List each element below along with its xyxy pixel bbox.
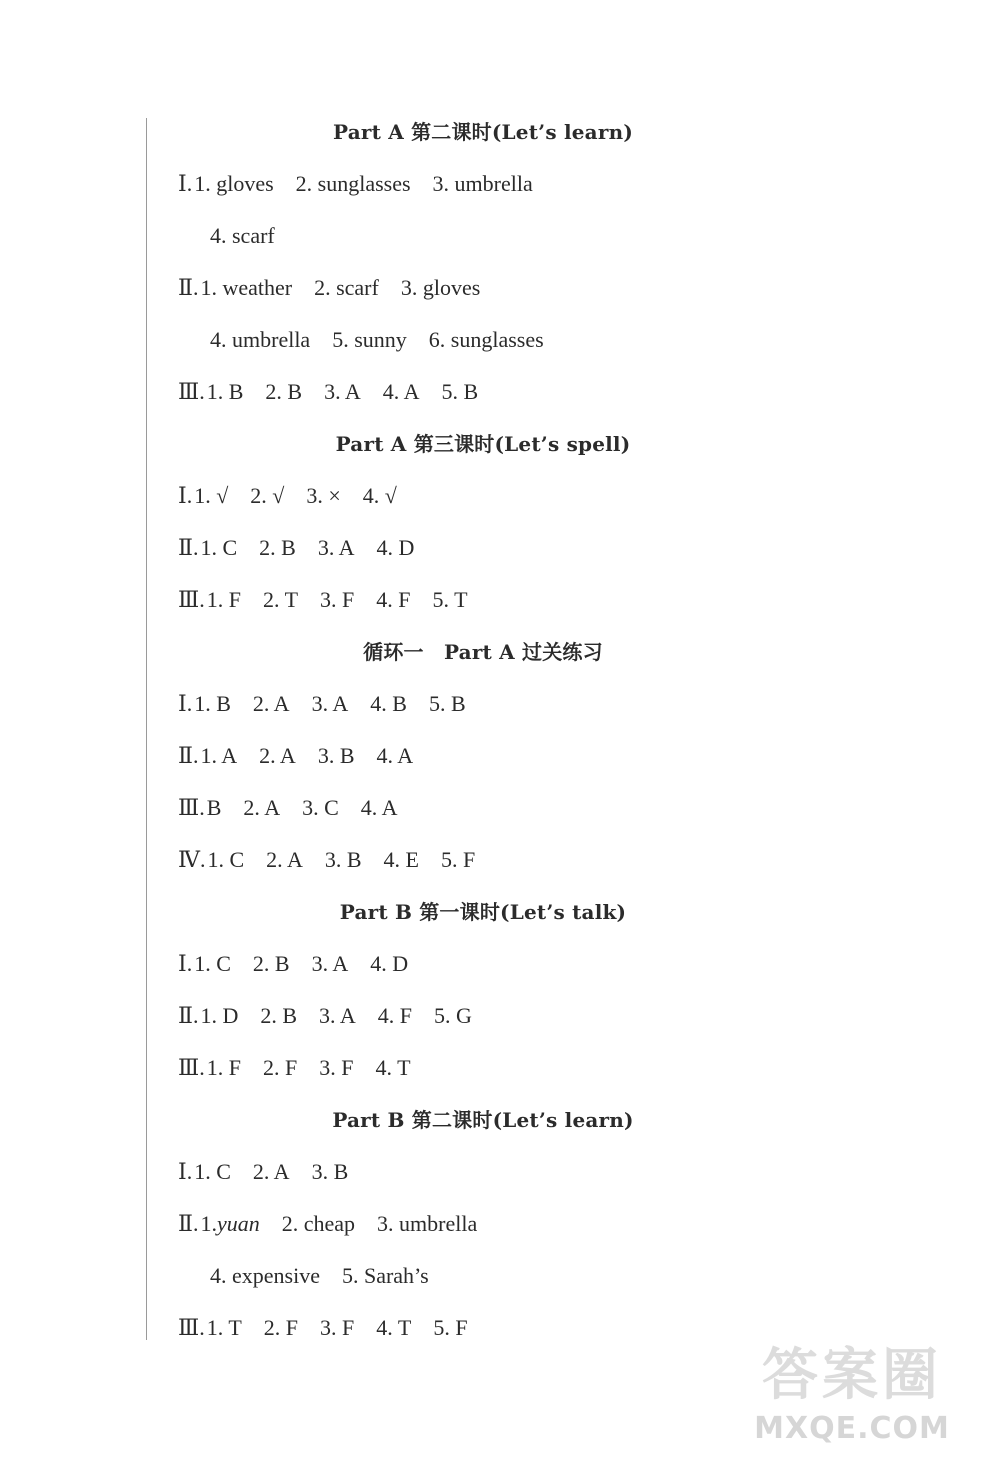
answer-line bbox=[178, 366, 898, 418]
answer-item: 1. T bbox=[206, 1315, 242, 1340]
answer-item: 3. F bbox=[319, 1055, 354, 1080]
answer-item: 4. √ bbox=[362, 483, 397, 508]
answer-item: 2. B bbox=[252, 951, 290, 976]
answer-item: 2. cheap bbox=[281, 1211, 356, 1236]
answer-line bbox=[178, 262, 898, 314]
question-number: Ⅲ. bbox=[178, 1315, 205, 1340]
answer-item: 1. F bbox=[206, 587, 241, 612]
section-heading: Part A 第三课时(Let’s spell) bbox=[335, 432, 631, 456]
answer-content bbox=[178, 106, 898, 1354]
answer-item: 3. × bbox=[306, 483, 341, 508]
answer-item: 5. B bbox=[441, 379, 479, 404]
answer-item: yuan bbox=[216, 1211, 260, 1236]
question-number: Ⅱ. bbox=[178, 1003, 199, 1028]
answer-item: 2. B bbox=[260, 1003, 298, 1028]
answer-item: 3. A bbox=[324, 379, 361, 404]
answer-item: 1. C bbox=[200, 535, 238, 560]
answer-item: 1. C bbox=[194, 951, 231, 976]
answer-item: 1. weather bbox=[200, 275, 293, 300]
answer-item: 1. D bbox=[200, 1003, 239, 1028]
answer-line bbox=[178, 1198, 898, 1250]
watermark-url: MXQE.COM bbox=[754, 1411, 950, 1446]
answer-item: 1. bbox=[200, 1211, 217, 1236]
answer-item: 2. A bbox=[252, 1159, 290, 1184]
answer-item: 1. √ bbox=[194, 483, 229, 508]
answer-item: 4. F bbox=[377, 1003, 412, 1028]
answer-item: 3. B bbox=[324, 847, 362, 872]
answer-item: 4. A bbox=[382, 379, 420, 404]
answer-line bbox=[178, 730, 898, 782]
answer-item: 3. B bbox=[311, 1159, 349, 1184]
answer-line bbox=[178, 678, 898, 730]
answer-item: 5. G bbox=[433, 1003, 472, 1028]
answer-item: 4. scarf bbox=[210, 223, 275, 248]
answer-item: 6. sunglasses bbox=[428, 327, 544, 352]
answer-item: 3. umbrella bbox=[377, 1211, 478, 1236]
answer-item: 1. C bbox=[194, 1159, 231, 1184]
question-number: Ⅳ. bbox=[178, 847, 206, 872]
answer-item: 5. F bbox=[441, 847, 476, 872]
answer-item: 3. A bbox=[311, 691, 349, 716]
question-number: Ⅰ. bbox=[178, 483, 193, 508]
answer-item: 4. A bbox=[360, 795, 398, 820]
answer-item: 2. A bbox=[252, 691, 290, 716]
answer-item: 3. F bbox=[320, 1315, 355, 1340]
answer-line bbox=[178, 1146, 898, 1198]
section-heading: Part A 第二课时(Let’s learn) bbox=[333, 120, 633, 144]
question-number: Ⅰ. bbox=[178, 951, 193, 976]
section-heading: 循环一 Part A 过关练习 bbox=[363, 640, 603, 664]
question-number: Ⅲ. bbox=[178, 1055, 205, 1080]
answer-item: 4. E bbox=[383, 847, 419, 872]
answer-line bbox=[178, 782, 898, 834]
answer-item: B bbox=[206, 795, 222, 820]
answer-item: 5. F bbox=[433, 1315, 468, 1340]
answer-item: 2. B bbox=[265, 379, 303, 404]
answer-item: 1. C bbox=[207, 847, 245, 872]
answer-item: 4. T bbox=[376, 1315, 412, 1340]
question-number: Ⅰ. bbox=[178, 171, 193, 196]
answer-item: 1. gloves bbox=[194, 171, 274, 196]
answer-item: 3. F bbox=[320, 587, 355, 612]
answer-item: 4. T bbox=[375, 1055, 411, 1080]
watermark-title: 答案圈 bbox=[762, 1343, 942, 1408]
answer-item: 2. A bbox=[259, 743, 296, 768]
answer-line bbox=[178, 990, 898, 1042]
answer-item: 4. umbrella bbox=[210, 327, 311, 352]
answer-item: 3. B bbox=[317, 743, 355, 768]
answer-item: 3. A bbox=[319, 1003, 356, 1028]
question-number: Ⅰ. bbox=[178, 691, 193, 716]
answer-item: 3. gloves bbox=[400, 275, 481, 300]
watermark-logo bbox=[722, 1341, 982, 1461]
answer-item: 4. D bbox=[370, 951, 409, 976]
answer-item: 2. A bbox=[243, 795, 281, 820]
answer-item: 5. Sarah’s bbox=[341, 1263, 429, 1288]
answer-line bbox=[178, 158, 898, 210]
question-number: Ⅱ. bbox=[178, 275, 199, 300]
section-heading: Part B 第二课时(Let’s learn) bbox=[332, 1108, 634, 1132]
answer-line bbox=[178, 1250, 898, 1302]
answer-item: 5. sunny bbox=[332, 327, 407, 352]
margin-rule bbox=[146, 118, 147, 1340]
answer-line bbox=[178, 1042, 898, 1094]
answer-item: 1. F bbox=[206, 1055, 241, 1080]
answer-line bbox=[178, 210, 898, 262]
answer-line bbox=[178, 834, 898, 886]
answer-item: 2. √ bbox=[250, 483, 285, 508]
answer-item: 3. A bbox=[311, 951, 349, 976]
question-number: Ⅲ. bbox=[178, 379, 205, 404]
question-number: Ⅱ. bbox=[178, 535, 199, 560]
answer-item: 2. F bbox=[262, 1055, 298, 1080]
answer-item: 2. A bbox=[266, 847, 303, 872]
answer-item: 2. B bbox=[259, 535, 296, 560]
answer-item: 2. scarf bbox=[314, 275, 379, 300]
answer-item: 5. T bbox=[432, 587, 468, 612]
answer-item: 3. A bbox=[317, 535, 355, 560]
answer-item: 3. C bbox=[302, 795, 339, 820]
question-number: Ⅲ. bbox=[178, 587, 205, 612]
answer-item: 4. A bbox=[376, 743, 414, 768]
answer-item: 2. F bbox=[263, 1315, 299, 1340]
answer-line bbox=[178, 522, 898, 574]
answer-line bbox=[178, 938, 898, 990]
answer-item: 1. B bbox=[194, 691, 231, 716]
answer-item: 4. F bbox=[376, 587, 411, 612]
answer-item: 4. expensive bbox=[210, 1263, 320, 1288]
answer-item: 2. sunglasses bbox=[295, 171, 411, 196]
question-number: Ⅱ. bbox=[178, 743, 199, 768]
question-number: Ⅱ. bbox=[178, 1211, 199, 1236]
answer-item: 5. B bbox=[428, 691, 466, 716]
answer-item: 1. A bbox=[200, 743, 238, 768]
answer-item: 4. D bbox=[376, 535, 415, 560]
answer-line bbox=[178, 574, 898, 626]
answer-line bbox=[178, 314, 898, 366]
answer-item: 1. B bbox=[206, 379, 244, 404]
question-number: Ⅰ. bbox=[178, 1159, 193, 1184]
question-number: Ⅲ. bbox=[178, 795, 205, 820]
answer-item: 4. B bbox=[370, 691, 407, 716]
answer-item: 3. umbrella bbox=[432, 171, 533, 196]
answer-item: 2. T bbox=[262, 587, 299, 612]
section-heading: Part B 第一课时(Let’s talk) bbox=[339, 900, 627, 924]
answer-line bbox=[178, 470, 898, 522]
